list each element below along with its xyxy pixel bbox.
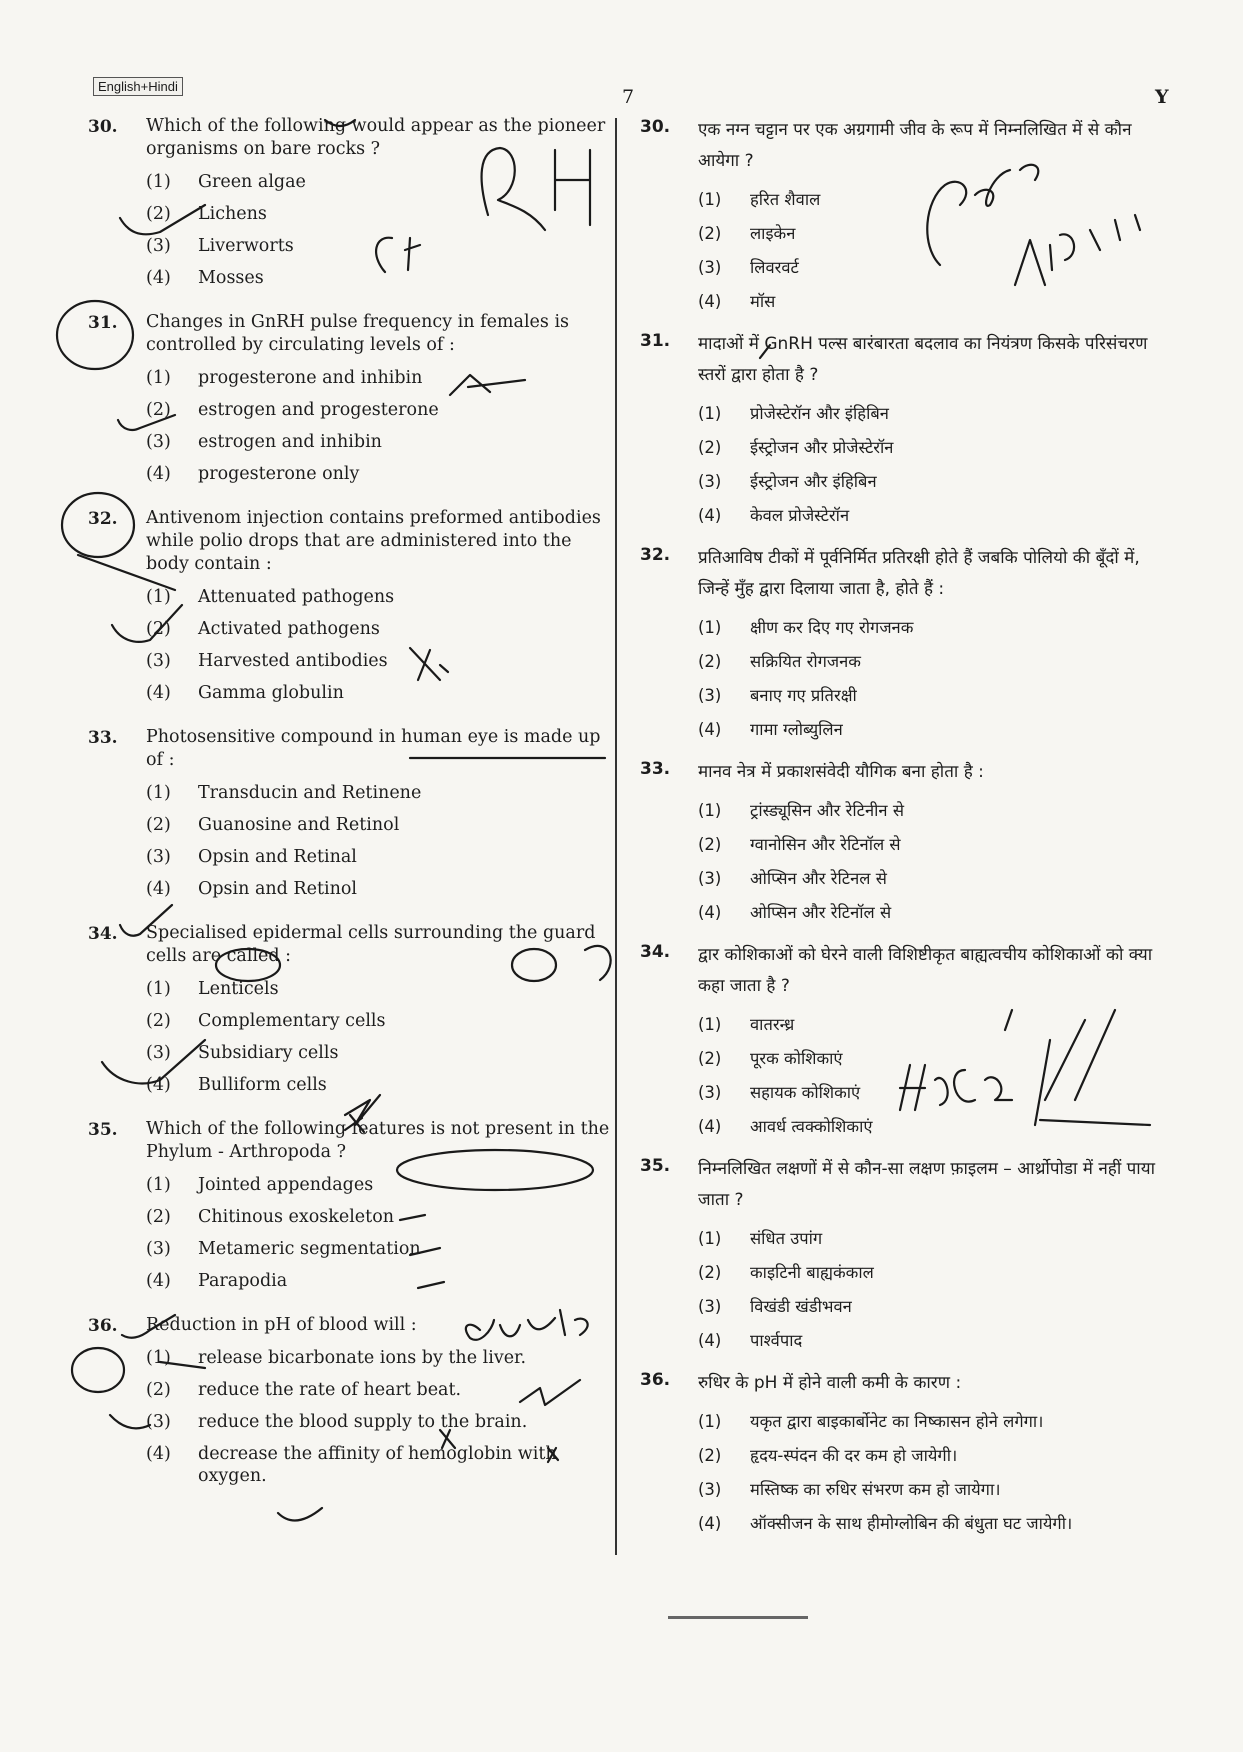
option-text: Activated pathogens	[198, 619, 380, 639]
option-text: Lichens	[198, 204, 267, 224]
option-number: (2)	[146, 204, 171, 224]
option-number: (2)	[698, 1263, 722, 1282]
option	[698, 800, 1160, 822]
tick-mark	[278, 1508, 322, 1520]
option-number: (4)	[146, 1075, 171, 1095]
question-number: 30.	[88, 117, 118, 137]
question-number: 36.	[640, 1370, 671, 1390]
option	[698, 223, 1160, 245]
option-number: (3)	[698, 1083, 722, 1102]
option	[698, 1296, 1160, 1318]
option-text: ओप्सिन और रेटिनल से	[750, 869, 887, 888]
option-text: Complementary cells	[198, 1011, 386, 1031]
option-text: reduce the blood supply to the brain.	[198, 1412, 528, 1432]
option-text: Harvested antibodies	[198, 651, 388, 671]
option-number: (4)	[146, 268, 171, 288]
option	[698, 1116, 1160, 1138]
option	[146, 1206, 612, 1228]
option-number: (3)	[146, 1239, 171, 1259]
option-text: Subsidiary cells	[198, 1043, 339, 1063]
option	[146, 367, 612, 389]
option-text: हृदय-स्पंदन की दर कम हो जायेगी।	[750, 1446, 958, 1465]
option	[146, 1443, 612, 1487]
option-number: (1)	[698, 404, 722, 423]
option	[146, 1074, 612, 1096]
option	[146, 878, 612, 900]
option-text: सहायक कोशिकाएं	[750, 1083, 861, 1102]
question-32-hi	[640, 543, 1160, 741]
option-number: (2)	[146, 815, 171, 835]
footer-mark	[668, 1616, 808, 1619]
option	[698, 1048, 1160, 1070]
option-number: (3)	[698, 472, 722, 491]
option-number: (1)	[698, 801, 722, 820]
option-text: Mosses	[198, 268, 264, 288]
question-text: Reduction in pH of blood will :	[146, 1315, 417, 1335]
option	[146, 782, 612, 804]
question-36-en	[88, 1314, 612, 1487]
question-31-en	[88, 311, 612, 485]
option	[698, 505, 1160, 527]
option-text: Lenticels	[198, 979, 279, 999]
question-number: 36.	[88, 1316, 118, 1336]
question-number: 34.	[88, 924, 118, 944]
option	[146, 1347, 612, 1369]
question-number: 32.	[640, 545, 671, 565]
question-number: 35.	[88, 1120, 118, 1140]
option-text: reduce the rate of heart beat.	[198, 1380, 462, 1400]
question-30-en	[88, 115, 612, 289]
option	[146, 814, 612, 836]
option-text: ट्रांस्ड्यूसिन और रेटिनीन से	[750, 801, 904, 820]
option	[698, 651, 1160, 673]
option-text: यकृत द्वारा बाइकार्बोनेट का निष्कासन होने लगेगा।	[750, 1412, 1044, 1431]
question-34-hi	[640, 940, 1160, 1138]
option-number: (3)	[146, 1412, 171, 1432]
question-text: Antivenom injection contains preformed antibodies while polio drops that are administered into the body contain :	[146, 508, 601, 574]
option	[698, 1082, 1160, 1104]
option-number: (3)	[146, 432, 171, 452]
option	[146, 1379, 612, 1401]
option-text: संधित उपांग	[750, 1229, 823, 1248]
option	[146, 431, 612, 453]
english-column	[88, 115, 612, 1509]
option-text: estrogen and inhibin	[198, 432, 382, 452]
option-number: (2)	[146, 619, 171, 639]
option-text: काइटिनी बाह्यकंकाल	[750, 1263, 874, 1282]
option-number: (1)	[146, 587, 171, 607]
option	[146, 1411, 612, 1433]
option-number: (1)	[146, 979, 171, 999]
column-divider	[615, 118, 617, 1555]
option-text: वातरन्ध्र	[750, 1015, 795, 1034]
option-number: (2)	[698, 224, 722, 243]
option-text: ऑक्सीजन के साथ हीमोग्लोबिन की बंधुता घट जायेगी।	[750, 1514, 1073, 1533]
question-text: Photosensitive compound in human eye is made up of :	[146, 727, 601, 770]
question-number: 31.	[640, 331, 671, 351]
option	[146, 1010, 612, 1032]
question-text: Specialised epidermal cells surrounding the guard cells are called :	[146, 923, 596, 966]
option-text: Guanosine and Retinol	[198, 815, 400, 835]
option	[698, 1513, 1160, 1535]
option	[146, 399, 612, 421]
option	[698, 403, 1160, 425]
page-number: 7	[622, 86, 635, 108]
option-number: (1)	[698, 1412, 722, 1431]
option-text: Parapodia	[198, 1271, 288, 1291]
question-text: एक नग्न चट्टान पर एक अग्रगामी जीव के रूप में निम्नलिखित में से कौन आयेगा ?	[698, 120, 1132, 171]
option	[146, 267, 612, 289]
option-number: (4)	[698, 506, 722, 525]
option-text: विखंडी खंडीभवन	[750, 1297, 852, 1316]
option	[698, 1445, 1160, 1467]
option-number: (3)	[698, 1297, 722, 1316]
option-text: केवल प्रोजेस्टेरॉन	[750, 506, 850, 525]
question-34-en	[88, 922, 612, 1096]
question-text: प्रतिआविष टीकों में पूर्वनिर्मित प्रतिरक्षी होते हैं जबकि पोलियो की बूँदों में, जिन्हें मुँह द्वारा दिलाया जाता है, होते हैं :	[698, 548, 1140, 599]
option-number: (1)	[698, 1015, 722, 1034]
option-text: हरित शैवाल	[750, 190, 821, 209]
option-number: (2)	[146, 400, 171, 420]
option-text: Bulliform cells	[198, 1075, 327, 1095]
option-number: (4)	[146, 683, 171, 703]
question-text: निम्नलिखित लक्षणों में से कौन-सा लक्षण फ़ाइलम – आर्थ्रोपोडा में नहीं पाया जाता ?	[698, 1159, 1155, 1210]
option-text: Jointed appendages	[198, 1175, 374, 1195]
option-number: (1)	[698, 190, 722, 209]
option-text: बनाए गए प्रतिरक्षी	[750, 686, 857, 705]
set-code: Y	[1155, 86, 1169, 108]
option-number: (1)	[698, 1229, 722, 1248]
option-number: (4)	[146, 1444, 171, 1464]
option-number: (2)	[698, 438, 722, 457]
option-text: मस्तिष्क का रुधिर संभरण कम हो जायेगा।	[750, 1480, 1001, 1499]
option	[146, 203, 612, 225]
option	[146, 1270, 612, 1292]
option-text: ओप्सिन और रेटिनॉल से	[750, 903, 892, 922]
option-number: (4)	[146, 1271, 171, 1291]
hindi-column	[640, 115, 1160, 1551]
option-number: (1)	[698, 618, 722, 637]
question-text: मानव नेत्र में प्रकाशसंवेदी यौगिक बना होता है :	[698, 762, 984, 782]
option-text: प्रोजेस्टेरॉन और इंहिबिन	[750, 404, 889, 423]
option	[146, 618, 612, 640]
option	[698, 685, 1160, 707]
option-text: मॉस	[750, 292, 776, 311]
option-text: Metameric segmentation	[198, 1239, 421, 1259]
option	[146, 978, 612, 1000]
option-text: release bicarbonate ions by the liver.	[198, 1348, 527, 1368]
question-number: 31.	[88, 313, 118, 333]
question-32-en	[88, 507, 612, 704]
question-35-en	[88, 1118, 612, 1292]
question-text: Which of the following would appear as the pioneer organisms on bare rocks ?	[146, 116, 606, 159]
option-text: ग्वानोसिन और रेटिनॉल से	[750, 835, 901, 854]
option-number: (4)	[698, 1514, 722, 1533]
option	[698, 1014, 1160, 1036]
question-number: 32.	[88, 509, 118, 529]
question-text: Changes in GnRH pulse frequency in females is controlled by circulating levels of :	[146, 312, 570, 355]
option	[146, 846, 612, 868]
question-number: 34.	[640, 942, 671, 962]
option	[698, 437, 1160, 459]
option-text: Opsin and Retinal	[198, 847, 357, 867]
question-number: 33.	[640, 759, 671, 779]
option-number: (4)	[146, 464, 171, 484]
option	[146, 1174, 612, 1196]
option	[698, 1411, 1160, 1433]
option	[698, 1262, 1160, 1284]
option	[698, 902, 1160, 924]
option-number: (3)	[146, 236, 171, 256]
option-number: (2)	[698, 652, 722, 671]
option-number: (2)	[698, 1446, 722, 1465]
option-text: सक्रियित रोगजनक	[750, 652, 861, 671]
question-36-hi	[640, 1368, 1160, 1535]
option-number: (4)	[698, 720, 722, 739]
option-number: (1)	[146, 368, 171, 388]
language-tag: English+Hindi	[93, 77, 183, 96]
option-text: गामा ग्लोब्युलिन	[750, 720, 843, 739]
question-text: रुधिर के pH में होने वाली कमी के कारण :	[698, 1373, 962, 1393]
option-text: progesterone and inhibin	[198, 368, 423, 388]
option-number: (3)	[698, 869, 722, 888]
option-text: ईस्ट्रोजन और प्रोजेस्टेरॉन	[750, 438, 894, 457]
option-number: (1)	[146, 1175, 171, 1195]
question-30-hi	[640, 115, 1160, 313]
option-number: (2)	[146, 1011, 171, 1031]
question-31-hi	[640, 329, 1160, 527]
option-text: decrease the affinity of hemoglobin with oxygen.	[198, 1444, 557, 1486]
option-text: Gamma globulin	[198, 683, 344, 703]
question-text: मादाओं में GnRH पल्स बारंबारता बदलाव का नियंत्रण किसके परिसंचरण स्तरों द्वारा होता है ?	[698, 334, 1148, 385]
option	[146, 235, 612, 257]
option	[698, 471, 1160, 493]
option	[698, 189, 1160, 211]
option-number: (3)	[146, 847, 171, 867]
option	[698, 617, 1160, 639]
option-text: लिवरवर्ट	[750, 258, 799, 277]
option-number: (3)	[698, 686, 722, 705]
option	[146, 171, 612, 193]
option-number: (2)	[146, 1380, 171, 1400]
option	[146, 650, 612, 672]
option-number: (4)	[146, 879, 171, 899]
option-number: (2)	[146, 1207, 171, 1227]
option	[146, 463, 612, 485]
option-number: (4)	[698, 903, 722, 922]
question-number: 33.	[88, 728, 118, 748]
option-number: (3)	[698, 258, 722, 277]
option-text: Transducin and Retinene	[198, 783, 422, 803]
option-number: (3)	[146, 1043, 171, 1063]
option-number: (4)	[698, 292, 722, 311]
option-number: (1)	[146, 1348, 171, 1368]
option-number: (4)	[698, 1117, 722, 1136]
option-number: (3)	[698, 1480, 722, 1499]
option-number: (2)	[698, 835, 722, 854]
question-33-hi	[640, 757, 1160, 924]
option-text: Liverworts	[198, 236, 294, 256]
option	[146, 586, 612, 608]
option-number: (1)	[146, 783, 171, 803]
option	[698, 834, 1160, 856]
option-text: लाइकेन	[750, 224, 796, 243]
option-text: Attenuated pathogens	[198, 587, 395, 607]
option-text: पूरक कोशिकाएं	[750, 1049, 843, 1068]
option	[698, 719, 1160, 741]
option	[698, 1479, 1160, 1501]
option-text: Chitinous exoskeleton	[198, 1207, 395, 1227]
option-number: (4)	[698, 1331, 722, 1350]
option	[146, 1238, 612, 1260]
option-number: (3)	[146, 651, 171, 671]
option-text: क्षीण कर दिए गए रोगजनक	[750, 618, 914, 637]
option-text: Green algae	[198, 172, 306, 192]
option	[146, 682, 612, 704]
option-text: progesterone only	[198, 464, 360, 484]
option-text: estrogen and progesterone	[198, 400, 439, 420]
question-text: Which of the following features is not present in the Phylum - Arthropoda ?	[146, 1119, 610, 1162]
option-number: (1)	[146, 172, 171, 192]
option-text: ईस्ट्रोजन और इंहिबिन	[750, 472, 877, 491]
question-35-hi	[640, 1154, 1160, 1352]
option-number: (2)	[698, 1049, 722, 1068]
option	[698, 868, 1160, 890]
option-text: आवर्ध त्वक्कोशिकाएं	[750, 1117, 873, 1136]
question-number: 30.	[640, 117, 671, 137]
option	[698, 291, 1160, 313]
option-text: पार्श्वपाद	[750, 1331, 803, 1350]
option	[698, 1330, 1160, 1352]
question-number: 35.	[640, 1156, 671, 1176]
question-33-en	[88, 726, 612, 900]
option-text: Opsin and Retinol	[198, 879, 357, 899]
question-text: द्वार कोशिकाओं को घेरने वाली विशिष्टीकृत बाह्यत्वचीय कोशिकाओं को क्या कहा जाता है ?	[698, 945, 1153, 996]
option	[698, 1228, 1160, 1250]
option	[698, 257, 1160, 279]
option	[146, 1042, 612, 1064]
